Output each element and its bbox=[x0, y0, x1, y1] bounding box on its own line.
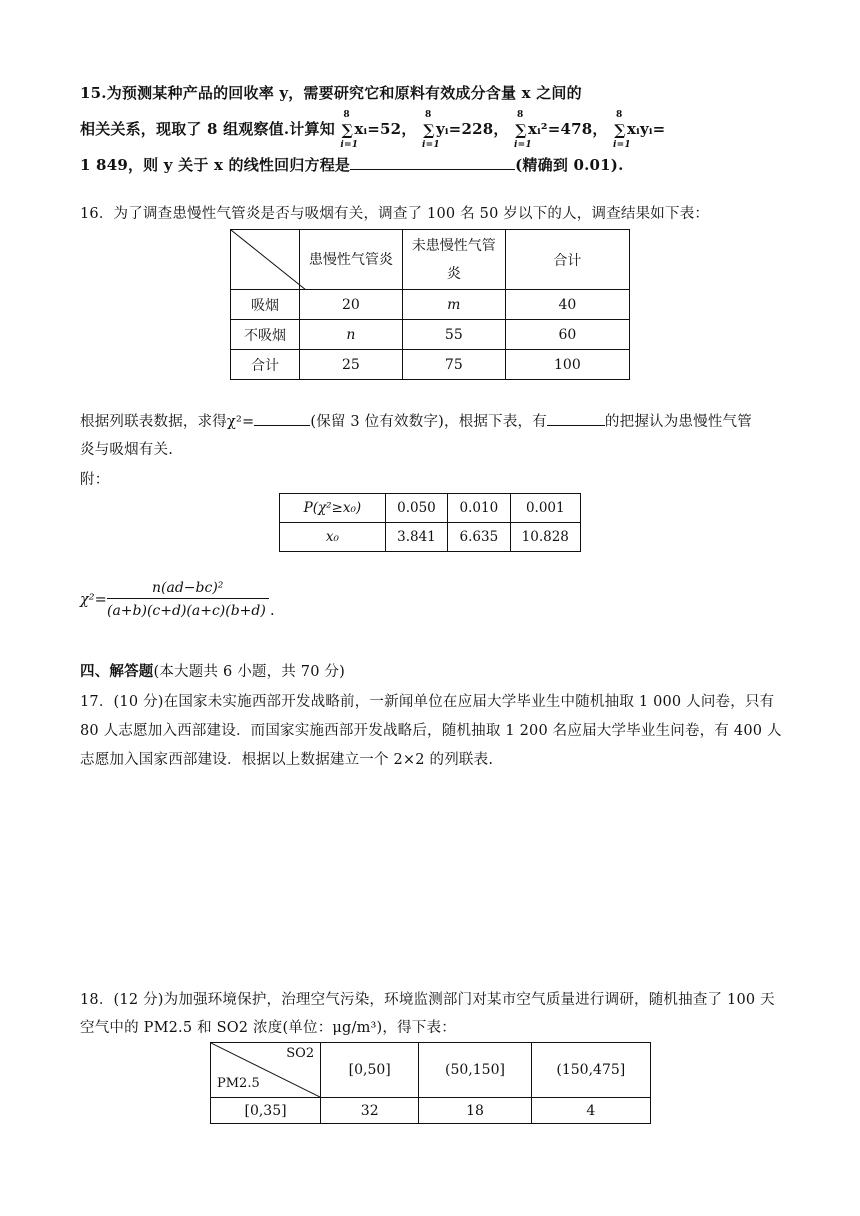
section-heading bbox=[80, 660, 345, 681]
table-cell: 3.841 bbox=[385, 523, 447, 552]
q17-line1: 17．(10 分)在国家未实施西部开发战略前，一新闻单位在应届大学毕业生中随机抽取 1 000 人问卷，只有 bbox=[80, 694, 775, 710]
table-cell: 吸烟 bbox=[231, 290, 300, 320]
q16-para1-b: (保留 3 位有效数字)，根据下表，有 bbox=[310, 414, 547, 430]
q15-line2 bbox=[80, 109, 666, 150]
table-cell: 40 bbox=[505, 290, 629, 320]
table-row bbox=[231, 320, 630, 350]
table-cell: 100 bbox=[505, 350, 629, 380]
table-cell: 60 bbox=[505, 320, 629, 350]
formula-lhs: χ²= bbox=[80, 592, 107, 608]
table-cell: n bbox=[299, 320, 402, 350]
corner-bottom-label: PM2.5 bbox=[217, 1076, 260, 1091]
q15-line3-text: 1 849，则 y 关于 x 的线性回归方程是 bbox=[80, 156, 351, 174]
answer-blank[interactable] bbox=[350, 155, 515, 170]
q15-line3 bbox=[80, 154, 624, 175]
table-row bbox=[231, 350, 630, 380]
corner-top-label: SO2 bbox=[286, 1046, 315, 1061]
q18-table bbox=[210, 1042, 651, 1124]
table-cell: 32 bbox=[321, 1098, 419, 1124]
q16-para1-a: 根据列联表数据，求得χ²= bbox=[80, 414, 255, 430]
summation-icon: ∑ 8 i=1 bbox=[421, 109, 440, 150]
fraction-bar bbox=[107, 598, 269, 599]
answer-blank[interactable] bbox=[547, 411, 605, 426]
table-header: 患慢性气管炎 bbox=[299, 230, 402, 290]
summation-icon: ∑ 8 i=1 bbox=[613, 109, 631, 150]
summation-icon: ∑ 8 i=1 bbox=[340, 109, 359, 150]
table-cell: 合计 bbox=[231, 350, 300, 380]
table-cell: P(χ²≥x₀) bbox=[280, 494, 386, 523]
formula-denominator: (a+b)(c+d)(a+c)(b+d) bbox=[107, 603, 266, 619]
table-cell: 10.828 bbox=[510, 523, 580, 552]
table-row bbox=[280, 494, 581, 523]
table-corner-cell bbox=[211, 1043, 321, 1098]
section-note: (本大题共 6 小题，共 70 分) bbox=[153, 664, 346, 680]
q15-line1: 15.为预测某种产品的回收率 y，需要研究它和原料有效成分含量 x 之间的 bbox=[80, 84, 582, 102]
q15-sum3: xᵢ²=478， bbox=[528, 120, 608, 138]
q18-line1: 18．(12 分)为加强环境保护，治理空气污染，环境监测部门对某市空气质量进行调研，随机抽查了 100 天 bbox=[80, 992, 775, 1008]
summation-icon: ∑ 8 i=1 bbox=[514, 109, 532, 150]
q16-para1 bbox=[80, 410, 752, 431]
table-header: (50,150] bbox=[419, 1043, 531, 1098]
formula-numerator: n(ad−bc)² bbox=[152, 580, 224, 596]
formula-end: . bbox=[270, 603, 275, 619]
q16-para2: 炎与吸烟有关. bbox=[80, 442, 174, 458]
table-corner-cell bbox=[231, 230, 300, 290]
q15-sum4: xᵢyᵢ= bbox=[627, 120, 666, 138]
q16-appendix: 附： bbox=[80, 472, 110, 488]
table-cell: 不吸烟 bbox=[231, 320, 300, 350]
q16-para1-c: 的把握认为患慢性气管 bbox=[604, 414, 752, 430]
table-cell: [0,35] bbox=[211, 1098, 321, 1124]
q18-line2: 空气中的 PM2.5 和 SO2 浓度(单位：μg/m³)，得下表： bbox=[80, 1020, 456, 1036]
q17-line3: 志愿加入国家西部建设．根据以上数据建立一个 2×2 的列联表. bbox=[80, 752, 494, 768]
table-cell: 55 bbox=[402, 320, 505, 350]
table-header: [0,50] bbox=[321, 1043, 419, 1098]
table-cell: 18 bbox=[419, 1098, 531, 1124]
q17-line2: 80 人志愿加入西部建设．而国家实施西部开发战略后，随机抽取 1 200 名应届大学毕业生问卷，有 400 人 bbox=[80, 723, 782, 739]
table-cell: 0.001 bbox=[510, 494, 580, 523]
q16-contingency-table bbox=[230, 229, 630, 380]
q16-intro: 16．为了调查患慢性气管炎是否与吸烟有关，调查了 100 名 50 岁以下的人，调查结果如下表： bbox=[80, 206, 710, 222]
table-cell: 0.010 bbox=[448, 494, 510, 523]
table-row bbox=[231, 290, 630, 320]
q15-sum2: yᵢ=228， bbox=[435, 120, 509, 138]
answer-blank[interactable] bbox=[254, 411, 310, 426]
q15-sum1: xᵢ=52， bbox=[354, 120, 417, 138]
table-cell: m bbox=[402, 290, 505, 320]
table-cell: x₀ bbox=[280, 523, 386, 552]
table-cell: 20 bbox=[299, 290, 402, 320]
table-header: 未患慢性气管炎 bbox=[402, 230, 505, 290]
table-header: 合计 bbox=[505, 230, 629, 290]
table-cell: 4 bbox=[531, 1098, 650, 1124]
diagonal-line-icon bbox=[231, 230, 306, 290]
table-cell: 25 bbox=[299, 350, 402, 380]
table-cell: 0.050 bbox=[385, 494, 447, 523]
q16-critical-value-table bbox=[279, 493, 581, 552]
table-row bbox=[280, 523, 581, 552]
q15-line2-text: 相关关系，现取了 8 组观察值.计算知 bbox=[80, 120, 335, 138]
q15-line3-end: (精确到 0.01). bbox=[515, 156, 624, 174]
table-cell: 75 bbox=[402, 350, 505, 380]
table-cell: 6.635 bbox=[448, 523, 510, 552]
table-row bbox=[211, 1098, 651, 1124]
section-title: 四、解答题 bbox=[80, 663, 154, 680]
table-header: (150,475] bbox=[531, 1043, 650, 1098]
